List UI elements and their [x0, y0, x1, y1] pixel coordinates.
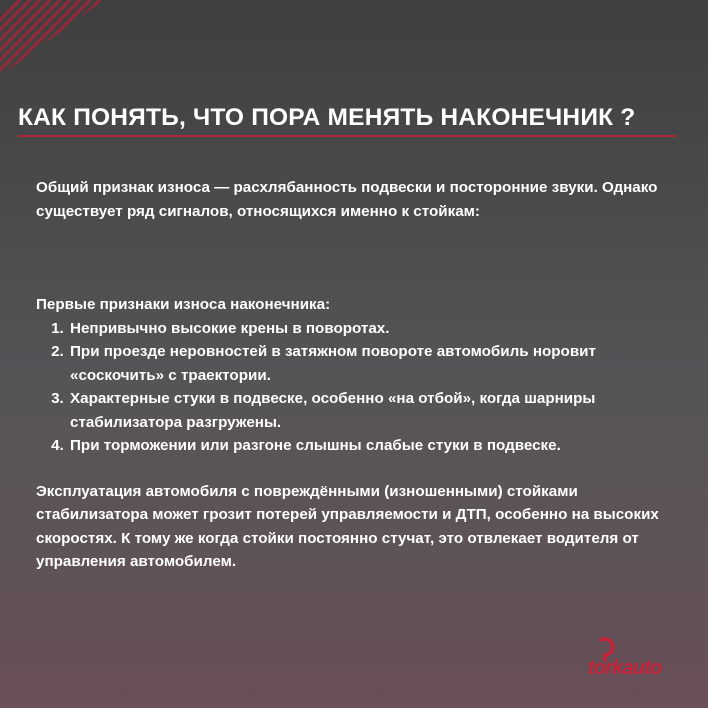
intro-paragraph: Общий признак износа — расхлябанность подвески и посторонние звуки. Однако существует ряд сигналов, относящихся именно к стойкам:	[36, 179, 658, 220]
brand-logo	[588, 636, 688, 686]
title-underline	[18, 135, 676, 137]
signs-heading: Первые признаки износа наконечника:	[36, 296, 331, 313]
list-item: 3. Характерные стуки в подвеске, особенно «на отбой», когда шарниры стабилизатора разгружены.	[68, 387, 672, 434]
page-title: КАК ПОНЯТЬ, ЧТО ПОРА МЕНЯТЬ НАКОНЕЧНИК ?	[18, 104, 636, 131]
signs-list	[36, 317, 672, 458]
conclusion-paragraph: Эксплуатация автомобиля с повреждёнными (изношенными) стойками стабилизатора может грозит потерей управляемости и ДТП, особенно на высоких скоростях. К тому же когда стойки постоянно стучат, это отвлекает водителя от управления автомобилем.	[36, 482, 659, 570]
list-item: 4. При торможении или разгоне слышны слабые стуки в подвеске.	[68, 434, 672, 458]
list-item: 2. При проезде неровностей в затяжном повороте автомобиль норовит «соскочить» с траектории.	[68, 340, 672, 387]
logo-wordmark: torkauto	[588, 657, 662, 679]
article-body	[36, 176, 672, 574]
list-item: 1. Непривычно высокие крены в поворотах.	[68, 317, 672, 341]
decorative-stripes	[0, 0, 110, 80]
